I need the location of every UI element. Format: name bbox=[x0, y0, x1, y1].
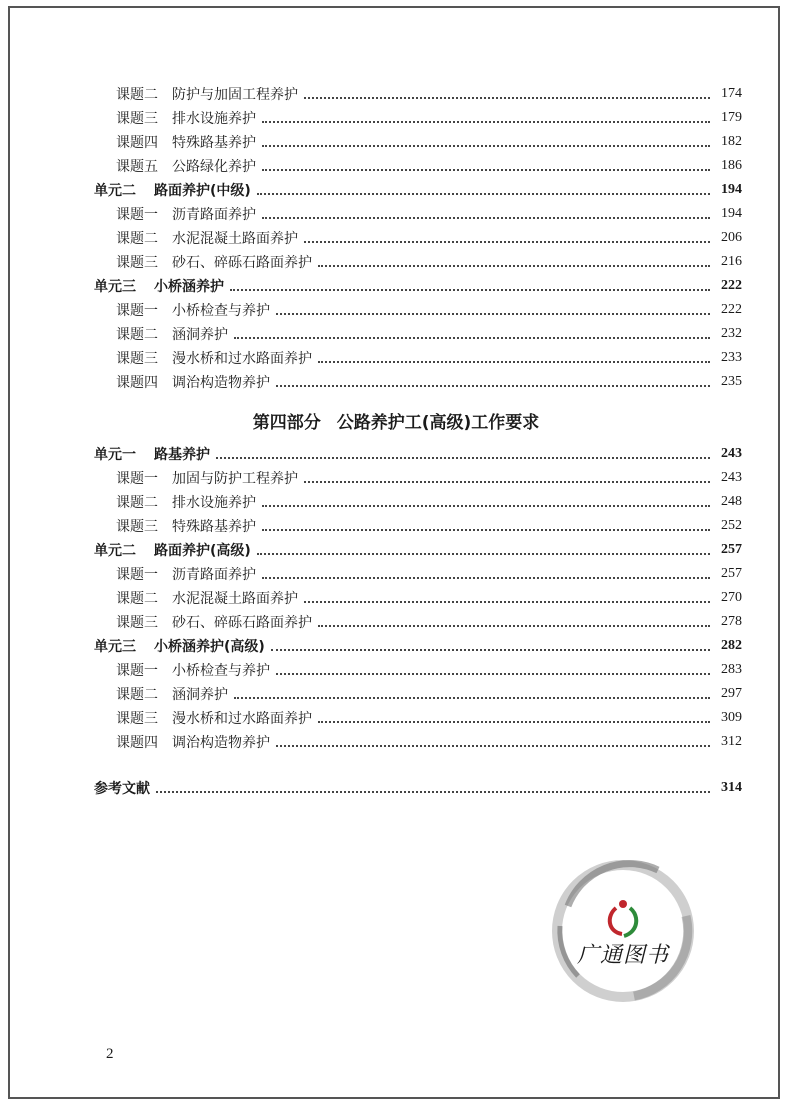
part-title: 公路养护工(高级)工作要求 bbox=[336, 413, 540, 433]
entry-page: 283 bbox=[721, 662, 742, 677]
dot-leader bbox=[257, 552, 710, 555]
entry-title: 特殊路基养护 bbox=[172, 519, 256, 535]
entry-title: 沥青路面养护 bbox=[172, 207, 256, 223]
entry-page: 270 bbox=[721, 590, 742, 605]
dot-leader bbox=[304, 600, 710, 603]
entry-page: 235 bbox=[721, 374, 742, 389]
entry-number: 课题四 bbox=[116, 375, 158, 391]
entry-title: 加固与防护工程养护 bbox=[172, 471, 298, 487]
entry-page: 257 bbox=[721, 542, 742, 557]
entry-page: 243 bbox=[721, 446, 742, 461]
toc-unit-row[interactable] bbox=[94, 178, 742, 202]
dot-leader bbox=[234, 336, 710, 339]
entry-page: 216 bbox=[721, 254, 742, 269]
entry-number: 课题五 bbox=[116, 159, 158, 175]
entry-title: 特殊路基养护 bbox=[172, 135, 256, 151]
entry-number: 单元三 bbox=[94, 639, 136, 655]
entry-number: 课题三 bbox=[116, 615, 158, 631]
entry-page: 282 bbox=[721, 638, 742, 653]
entry-title: 砂石、碎砾石路面养护 bbox=[172, 255, 312, 271]
entry-title: 路基养护 bbox=[154, 447, 210, 463]
entry-number: 课题三 bbox=[116, 519, 158, 535]
entry-page: 222 bbox=[721, 278, 742, 293]
toc-topic-row[interactable] bbox=[94, 82, 742, 106]
toc-topic-row[interactable] bbox=[94, 562, 742, 586]
entry-title: 调治构造物养护 bbox=[172, 375, 270, 391]
entry-title: 排水设施养护 bbox=[172, 111, 256, 127]
entry-page: 297 bbox=[721, 686, 742, 701]
entry-number: 课题二 bbox=[116, 87, 158, 103]
part-heading bbox=[10, 408, 782, 433]
entry-number: 课题三 bbox=[116, 111, 158, 127]
entry-title: 漫水桥和过水路面养护 bbox=[172, 351, 312, 367]
entry-page: 278 bbox=[721, 614, 742, 629]
dot-leader bbox=[318, 360, 710, 363]
dot-leader bbox=[262, 576, 710, 579]
dot-leader bbox=[262, 504, 710, 507]
entry-number: 课题一 bbox=[116, 471, 158, 487]
entry-title: 砂石、碎砾石路面养护 bbox=[172, 615, 312, 631]
toc-section-b bbox=[94, 442, 742, 754]
toc-topic-row[interactable] bbox=[94, 658, 742, 682]
dot-leader bbox=[262, 120, 710, 123]
entry-number: 课题二 bbox=[116, 231, 158, 247]
entry-title: 小桥涵养护 bbox=[154, 279, 224, 295]
dot-leader bbox=[216, 456, 710, 459]
toc-topic-row[interactable] bbox=[94, 250, 742, 274]
toc-topic-row[interactable] bbox=[94, 298, 742, 322]
references-page: 314 bbox=[721, 780, 742, 795]
entry-number: 单元二 bbox=[94, 183, 136, 199]
entry-number: 课题二 bbox=[116, 687, 158, 703]
entry-title: 调治构造物养护 bbox=[172, 735, 270, 751]
entry-page: 312 bbox=[721, 734, 742, 749]
dot-leader bbox=[276, 384, 710, 387]
entry-number: 单元二 bbox=[94, 543, 136, 559]
toc-topic-row[interactable] bbox=[94, 514, 742, 538]
toc-topic-row[interactable] bbox=[94, 610, 742, 634]
entry-page: 222 bbox=[721, 302, 742, 317]
page-number: 2 bbox=[106, 1046, 114, 1062]
book-page bbox=[8, 6, 780, 1099]
entry-page: 182 bbox=[721, 134, 742, 149]
part-label: 第四部分 bbox=[252, 413, 321, 433]
toc-topic-row[interactable] bbox=[94, 346, 742, 370]
dot-leader bbox=[318, 624, 710, 627]
dot-leader bbox=[230, 288, 710, 291]
dot-leader bbox=[304, 480, 710, 483]
entry-page: 179 bbox=[721, 110, 742, 125]
ink-circle-icon bbox=[538, 846, 708, 1016]
entry-page: 232 bbox=[721, 326, 742, 341]
entry-page: 252 bbox=[721, 518, 742, 533]
toc-topic-row[interactable] bbox=[94, 226, 742, 250]
toc-topic-row[interactable] bbox=[94, 490, 742, 514]
dot-leader bbox=[262, 216, 710, 219]
entry-title: 公路绿化养护 bbox=[172, 159, 256, 175]
entry-title: 水泥混凝土路面养护 bbox=[172, 591, 298, 607]
toc-topic-row[interactable] bbox=[94, 730, 742, 754]
entry-page: 309 bbox=[721, 710, 742, 725]
entry-page: 174 bbox=[721, 86, 742, 101]
publisher-logo-icon bbox=[610, 900, 637, 936]
toc-topic-row[interactable] bbox=[94, 130, 742, 154]
entry-page: 194 bbox=[721, 206, 742, 221]
entry-page: 206 bbox=[721, 230, 742, 245]
entry-number: 课题一 bbox=[116, 663, 158, 679]
toc-topic-row[interactable] bbox=[94, 154, 742, 178]
entry-page: 248 bbox=[721, 494, 742, 509]
toc-topic-row[interactable] bbox=[94, 202, 742, 226]
entry-number: 单元一 bbox=[94, 447, 136, 463]
dot-leader bbox=[234, 696, 710, 699]
dot-leader bbox=[304, 96, 710, 99]
entry-page: 186 bbox=[721, 158, 742, 173]
entry-title: 防护与加固工程养护 bbox=[172, 87, 298, 103]
entry-page: 243 bbox=[721, 470, 742, 485]
entry-title: 路面养护(高级) bbox=[154, 543, 251, 559]
dot-leader bbox=[262, 144, 710, 147]
toc-topic-row[interactable] bbox=[94, 322, 742, 346]
entry-number: 课题二 bbox=[116, 495, 158, 511]
entry-number: 课题三 bbox=[116, 351, 158, 367]
toc-unit-row[interactable] bbox=[94, 442, 742, 466]
entry-title: 涵洞养护 bbox=[172, 687, 228, 703]
dot-leader bbox=[156, 790, 710, 793]
toc-topic-row[interactable] bbox=[94, 586, 742, 610]
entry-number: 课题一 bbox=[116, 207, 158, 223]
entry-title: 涵洞养护 bbox=[172, 327, 228, 343]
toc-unit-row[interactable] bbox=[94, 274, 742, 298]
references-title: 参考文献 bbox=[94, 781, 150, 797]
publisher-stamp bbox=[538, 846, 708, 1016]
dot-leader bbox=[276, 312, 710, 315]
entry-number: 课题四 bbox=[116, 735, 158, 751]
entry-title: 沥青路面养护 bbox=[172, 567, 256, 583]
dot-leader bbox=[262, 168, 710, 171]
entry-title: 漫水桥和过水路面养护 bbox=[172, 711, 312, 727]
toc-unit-row[interactable] bbox=[94, 634, 742, 658]
dot-leader bbox=[276, 744, 710, 747]
entry-title: 排水设施养护 bbox=[172, 495, 256, 511]
entry-page: 257 bbox=[721, 566, 742, 581]
dot-leader bbox=[318, 264, 710, 267]
toc-section-a bbox=[94, 82, 742, 394]
entry-number: 课题二 bbox=[116, 591, 158, 607]
entry-title: 路面养护(中级) bbox=[154, 183, 251, 199]
dot-leader bbox=[257, 192, 710, 195]
entry-number: 课题一 bbox=[116, 567, 158, 583]
entry-title: 小桥检查与养护 bbox=[172, 663, 270, 679]
toc-topic-row[interactable] bbox=[94, 706, 742, 730]
toc-topic-row[interactable] bbox=[94, 370, 742, 394]
toc-row-references[interactable] bbox=[94, 776, 742, 800]
entry-number: 课题三 bbox=[116, 255, 158, 271]
entry-title: 小桥检查与养护 bbox=[172, 303, 270, 319]
toc-topic-row[interactable] bbox=[94, 106, 742, 130]
entry-number: 课题一 bbox=[116, 303, 158, 319]
dot-leader bbox=[304, 240, 710, 243]
toc-topic-row[interactable] bbox=[94, 466, 742, 490]
toc-unit-row[interactable] bbox=[94, 538, 742, 562]
dot-leader bbox=[318, 720, 710, 723]
entry-page: 194 bbox=[721, 182, 742, 197]
entry-title: 水泥混凝土路面养护 bbox=[172, 231, 298, 247]
dot-leader bbox=[271, 648, 710, 651]
toc-references bbox=[94, 776, 742, 800]
entry-number: 课题四 bbox=[116, 135, 158, 151]
dot-leader bbox=[276, 672, 710, 675]
entry-number: 课题三 bbox=[116, 711, 158, 727]
stamp-text: 广通图书 bbox=[576, 943, 669, 968]
dot-leader bbox=[262, 528, 710, 531]
entry-title: 小桥涵养护(高级) bbox=[154, 639, 265, 655]
entry-page: 233 bbox=[721, 350, 742, 365]
entry-number: 课题二 bbox=[116, 327, 158, 343]
entry-number: 单元三 bbox=[94, 279, 136, 295]
toc-topic-row[interactable] bbox=[94, 682, 742, 706]
